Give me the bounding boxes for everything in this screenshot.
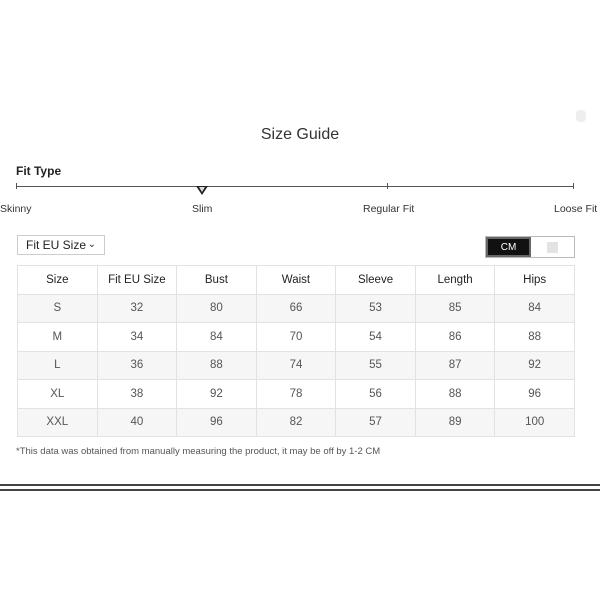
table-row: [18, 323, 575, 352]
table-cell: S: [18, 294, 98, 323]
table-cell: M: [18, 323, 98, 352]
table-cell: 53: [336, 294, 416, 323]
fit-type-slider: [16, 186, 574, 187]
table-cell: 74: [256, 351, 336, 380]
table-cell: 82: [256, 408, 336, 437]
table-cell: 40: [97, 408, 177, 437]
table-cell: 96: [177, 408, 257, 437]
table-cell: 88: [415, 380, 495, 409]
table-row: [18, 351, 575, 380]
table-cell: 70: [256, 323, 336, 352]
table-header: Length: [415, 266, 495, 295]
corner-decoration: [576, 110, 586, 122]
unit-inch-icon: [547, 242, 558, 253]
table-header: Fit EU Size: [97, 266, 177, 295]
table-cell: 57: [336, 408, 416, 437]
table-cell: 89: [415, 408, 495, 437]
page-title: Size Guide: [260, 126, 340, 143]
fit-marker-icon: [196, 186, 208, 195]
table-row: [18, 294, 575, 323]
divider-line: [0, 489, 600, 491]
table-cell: 66: [256, 294, 336, 323]
fit-option-slim: Slim: [192, 203, 213, 215]
table-cell: 54: [336, 323, 416, 352]
table-cell: 88: [495, 323, 575, 352]
table-cell: 86: [415, 323, 495, 352]
table-cell: 55: [336, 351, 416, 380]
fit-eu-size-dropdown[interactable]: [17, 235, 105, 255]
table-header: Waist: [256, 266, 336, 295]
fit-tick-loose: [573, 183, 574, 189]
measurement-note: *This data was obtained from manually measuring the product, it may be off by 1-2 CM: [16, 446, 381, 457]
table-cell: 80: [177, 294, 257, 323]
unit-toggle[interactable]: [485, 236, 575, 258]
table-cell: 32: [97, 294, 177, 323]
fit-option-loose: Loose Fit: [554, 203, 598, 215]
fit-option-skinny: Skinny: [0, 203, 32, 215]
chevron-down-icon: ⌄: [87, 239, 96, 250]
table-cell: L: [18, 351, 98, 380]
table-row: [18, 408, 575, 437]
table-cell: 92: [495, 351, 575, 380]
fit-type-label: Fit Type: [16, 164, 62, 178]
table-header-row: [18, 266, 575, 295]
fit-option-regular: Regular Fit: [363, 203, 415, 215]
table-header: Size: [18, 266, 98, 295]
table-cell: 84: [495, 294, 575, 323]
table-cell: 84: [177, 323, 257, 352]
fit-tick-regular: [387, 183, 388, 189]
unit-inch-button[interactable]: [531, 237, 574, 257]
table-cell: 88: [177, 351, 257, 380]
table-row: [18, 380, 575, 409]
table-cell: 92: [177, 380, 257, 409]
table-cell: 38: [97, 380, 177, 409]
table-cell: 34: [97, 323, 177, 352]
table-cell: 85: [415, 294, 495, 323]
dropdown-label: Fit EU Size: [26, 238, 87, 252]
table-cell: 100: [495, 408, 575, 437]
divider-line: [0, 484, 600, 486]
table-cell: 96: [495, 380, 575, 409]
table-header: Hips: [495, 266, 575, 295]
table-cell: 78: [256, 380, 336, 409]
table-cell: XL: [18, 380, 98, 409]
table-cell: 36: [97, 351, 177, 380]
table-header: Sleeve: [336, 266, 416, 295]
table-cell: XXL: [18, 408, 98, 437]
size-table: [17, 265, 575, 437]
table-header: Bust: [177, 266, 257, 295]
fit-tick-skinny: [16, 183, 17, 189]
table-cell: 56: [336, 380, 416, 409]
unit-cm-button[interactable]: CM: [486, 237, 531, 257]
table-cell: 87: [415, 351, 495, 380]
